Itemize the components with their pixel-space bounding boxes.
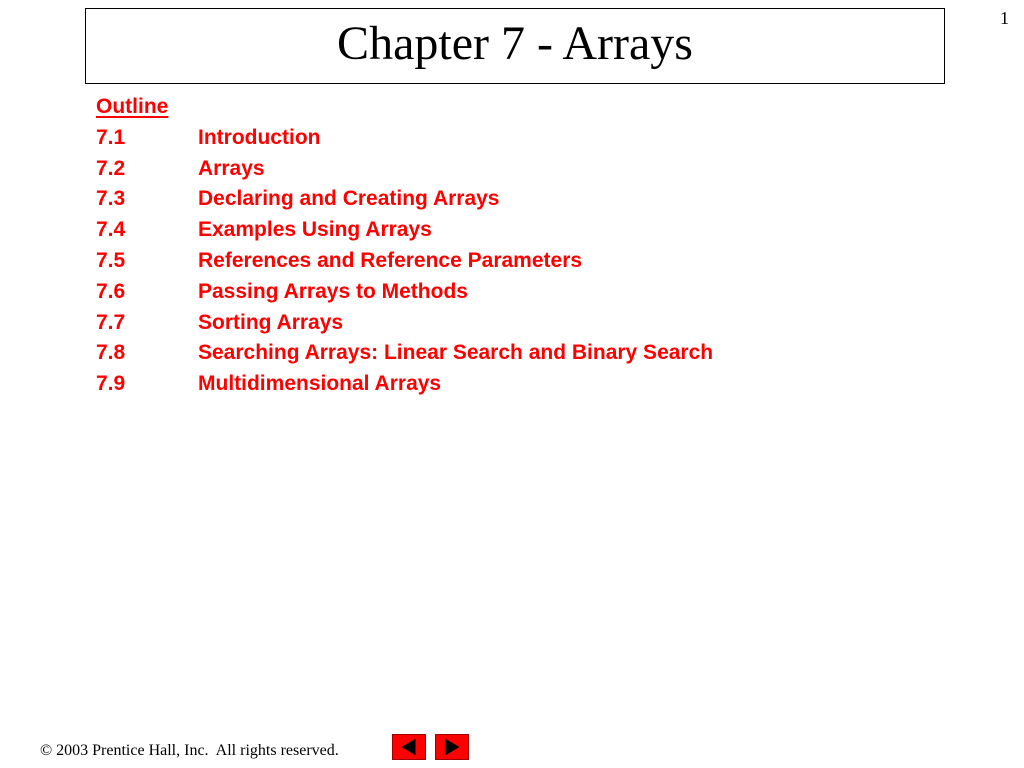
copyright-footer (40, 742, 339, 760)
outline-item (96, 184, 713, 215)
outline-item-number: 7.5 (96, 248, 126, 272)
outline-item (96, 308, 713, 339)
outline-item (96, 123, 713, 154)
outline-item-title: Examples Using Arrays (198, 218, 432, 242)
outline-item-number: 7.6 (96, 279, 126, 303)
outline-item-number: 7.3 (96, 187, 126, 211)
outline-item-number: 7.1 (96, 125, 126, 149)
outline-item-title: References and Reference Parameters (198, 248, 583, 272)
outline-item (96, 338, 713, 369)
outline-item-title: Declaring and Creating Arrays (198, 187, 500, 211)
outline-heading: Outline (96, 95, 169, 118)
outline-item-title: Searching Arrays: Linear Search and Binary Search (198, 341, 714, 365)
triangle-left-icon (393, 735, 425, 759)
copyright-text: 2003 Prentice Hall, Inc. All rights reserved. (52, 742, 339, 759)
outline-item-number: 7.9 (96, 372, 126, 396)
outline-item-title: Passing Arrays to Methods (198, 279, 468, 303)
outline-item-number: 7.4 (96, 218, 126, 242)
outline-item-title: Multidimensional Arrays (198, 372, 442, 396)
outline-item-title: Sorting Arrays (198, 310, 344, 334)
triangle-right-icon (436, 735, 468, 759)
slide-title: Chapter 7 - Arrays (337, 17, 693, 70)
outline-item (96, 246, 713, 277)
outline-item (96, 215, 713, 246)
outline-item-number: 7.2 (96, 156, 126, 180)
outline-item (96, 369, 713, 400)
outline-item (96, 154, 713, 185)
outline-item-number: 7.7 (96, 310, 126, 334)
outline-item-title: Introduction (198, 125, 321, 149)
slide-number: 1 (1000, 8, 1009, 28)
previous-slide-button[interactable] (392, 734, 426, 760)
copyright-symbol: © (40, 742, 53, 759)
outline (96, 92, 713, 400)
outline-item-title: Arrays (198, 156, 265, 180)
outline-item (96, 277, 713, 308)
next-slide-button[interactable] (435, 734, 469, 760)
outline-item-number: 7.8 (96, 341, 126, 365)
title-box (85, 8, 945, 84)
